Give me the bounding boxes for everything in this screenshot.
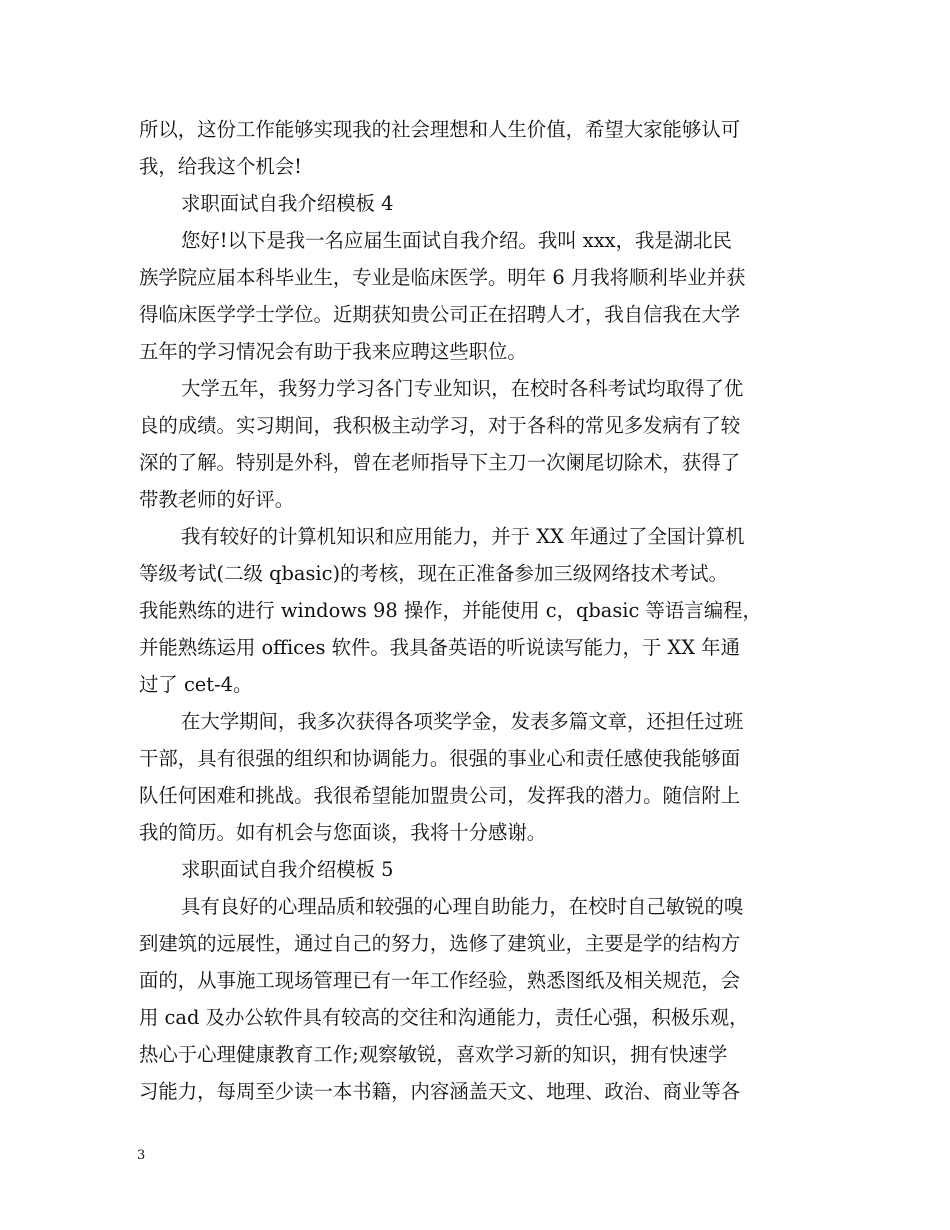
- text-line: 我的简历。如有机会与您面谈，我将十分感谢。: [139, 821, 547, 844]
- text-line: 到建筑的远展性，通过自己的努力，选修了建筑业，主要是学的结构方: [139, 932, 741, 955]
- text-line: 干部，具有很强的组织和协调能力。很强的事业心和责任感使我能够面: [139, 747, 741, 770]
- text-line: 带教老师的好评。: [139, 488, 295, 511]
- text-line: 我，给我这个机会!: [139, 155, 302, 178]
- text-line: 面的，从事施工现场管理已有一年工作经验，熟悉图纸及相关规范，会: [139, 969, 741, 992]
- text-line: 过了 cet-4。: [139, 673, 253, 696]
- text-line: 求职面试自我介绍模板 5: [181, 858, 394, 881]
- text-line: 热心于心理健康教育工作;观察敏锐，喜欢学习新的知识，拥有快速学: [139, 1043, 728, 1066]
- text-line: 用 cad 及办公软件具有较高的交往和沟通能力，责任心强，积极乐观，: [139, 1006, 749, 1029]
- text-line: 求职面试自我介绍模板 4: [181, 192, 394, 215]
- text-line: 深的了解。特别是外科，曾在老师指导下主刀一次阑尾切除术，获得了: [139, 451, 741, 474]
- text-line: 习能力，每周至少读一本书籍，内容涵盖天文、地理、政治、商业等各: [139, 1080, 741, 1103]
- text-line: 在大学期间，我多次获得各项奖学金，发表多篇文章，还担任过班: [181, 710, 744, 733]
- text-line: 五年的学习情况会有助于我来应聘这些职位。: [139, 340, 527, 363]
- text-line: 族学院应届本科毕业生，专业是临床医学。明年 6 月我将顺利毕业并获: [139, 266, 746, 289]
- text-line: 我有较好的计算机知识和应用能力，并于 XX 年通过了全国计算机: [181, 525, 745, 548]
- text-line: 所以，这份工作能够实现我的社会理想和人生价值，希望大家能够认可: [139, 118, 741, 141]
- document-body: [139, 111, 815, 1110]
- text-line: 具有良好的心理品质和较强的心理自助能力，在校时自己敏锐的嗅: [181, 895, 744, 918]
- text-line: 等级考试(二级 qbasic)的考核，现在正准备参加三级网络技术考试。: [139, 562, 728, 585]
- text-line: 您好!以下是我一名应届生面试自我介绍。我叫 xxx，我是湖北民: [181, 229, 732, 252]
- text-line: 并能熟练运用 offices 软件。我具备英语的听说读写能力，于 XX 年通: [139, 636, 740, 659]
- text-line: 队任何困难和挑战。我很希望能加盟贵公司，发挥我的潜力。随信附上: [139, 784, 741, 807]
- text-line: 良的成绩。实习期间，我积极主动学习，对于各科的常见多发病有了较: [139, 414, 741, 437]
- text-line: 大学五年，我努力学习各门专业知识，在校时各科考试均取得了优: [181, 377, 744, 400]
- text-line: 我能熟练的进行 windows 98 操作，并能使用 c，qbasic 等语言编程，: [139, 599, 762, 622]
- page-number: 3: [137, 1148, 146, 1163]
- text-line: 得临床医学学士学位。近期获知贵公司正在招聘人才，我自信我在大学: [139, 303, 741, 326]
